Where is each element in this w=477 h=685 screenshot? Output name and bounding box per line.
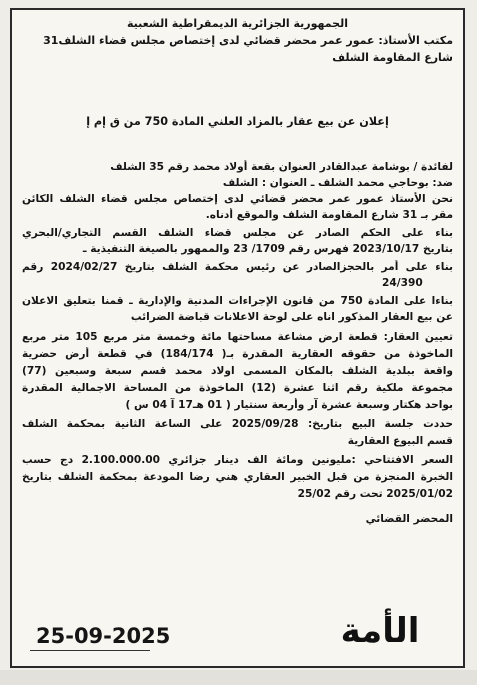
para2-line1: بناء على الحكم الصادر عن مجلس قضاء الشلف القسم التجاري/البحري [22, 227, 453, 239]
notice-title: إعلان عن بيع عقار بالمزاد العلني المادة 750 من ق إم إ [86, 115, 389, 128]
para5-line2: الماخوذة من حقوقه العقارية المقدرة بـ( 184/174) في قطعة أرض حضرية [22, 348, 453, 360]
para1-line2: مقر بـ 31 شارع المقاومة الشلف والموقع أدناه. [205, 209, 453, 221]
para7-line1: السعر الافتتاحي :مليونين ومائة الف دينار جزائري 2.100.000.00 دج حسب [22, 454, 453, 466]
legal-notice [10, 8, 465, 668]
para7-line2: الخبرة المنجزة من قبل الخبير العقاري هني رضا المودعة بمحكمة الشلف بتاريخ [22, 471, 453, 483]
para4-line2: عن بيع العقار المذكور اناه على لوحة الاعلانات قباضة الضرائب [130, 311, 453, 323]
against-line: ضد: بوحاجي محمد الشلف ـ العنوان : الشلف [222, 177, 453, 189]
newspaper-logo-text: الأمة [340, 611, 420, 651]
para4-line1: بناءا على المادة 750 من قانون الإجراءات المدنية والإدارية ـ قمنا بتعليق الاعلان [22, 295, 453, 307]
para3-line2: 24/390 [382, 277, 423, 289]
republic-header: الجمهورية الجزائرية الديمقراطية الشعبية [127, 17, 348, 30]
para1-line1: نحن الأستاذ عمور عمر محضر قضائي لدى إختصاص مجلس قضاء الشلف الكائن [22, 193, 453, 205]
page-bottom-strip [0, 670, 477, 685]
para6-line2: قسم البيوع العقارية [347, 435, 453, 447]
para5-line3: واقعة ببلدية الشلف بالمكان المسمى اولاد محمد قسم سبعة وسبعين (77) [22, 365, 453, 377]
para6-line1: حددت جلسة البيع بتاريخ: 2025/09/28 على الساعة الثانية بمحكمة الشلف [22, 418, 453, 430]
date-underline [30, 650, 150, 651]
para5-line4: مجموعة ملكية رقم اثنا عشرة (12) الماخوذة من المساحة الاجمالية المقدرة [22, 382, 453, 394]
para5-line1: تعيين العقار: قطعة ارض مشاعة مساحتها مائة وخمسة متر مربع 105 متر مربع [22, 331, 453, 343]
publication-date: 25-09-2025 [36, 624, 171, 648]
para7-line3: 2025/01/02 تحت رقم 25/02 [297, 488, 453, 500]
para2-line2: بتاريخ 2023/10/17 فهرس رقم 1709/ 23 والممهور بالصيغة التنفيذية ـ [82, 243, 453, 255]
office-line-1: مكتب الأستاذ: عمور عمر محضر قضائي لدى إختصاص مجلس قضاء الشلف31 [43, 34, 453, 47]
office-line-2: شارع المقاومة الشلف [332, 51, 453, 64]
para3-line1: بناء على أمر بالحجزالصادر عن رئيس محكمة الشلف بتاريخ 2024/02/27 رقم [22, 261, 453, 273]
newspaper-logo [314, 608, 446, 654]
signature-label: المحضر القضائي [365, 513, 453, 525]
para5-line5: بواحد هكتار وسبعة عشرة آر وأربعة سنتيار ( 01 هـ17 آ 04 س ) [125, 399, 453, 411]
beneficiary-line: لفائدة / بوشامة عبدالقادر العنوان بقعة أولاد محمد رقم 35 الشلف [110, 161, 453, 173]
